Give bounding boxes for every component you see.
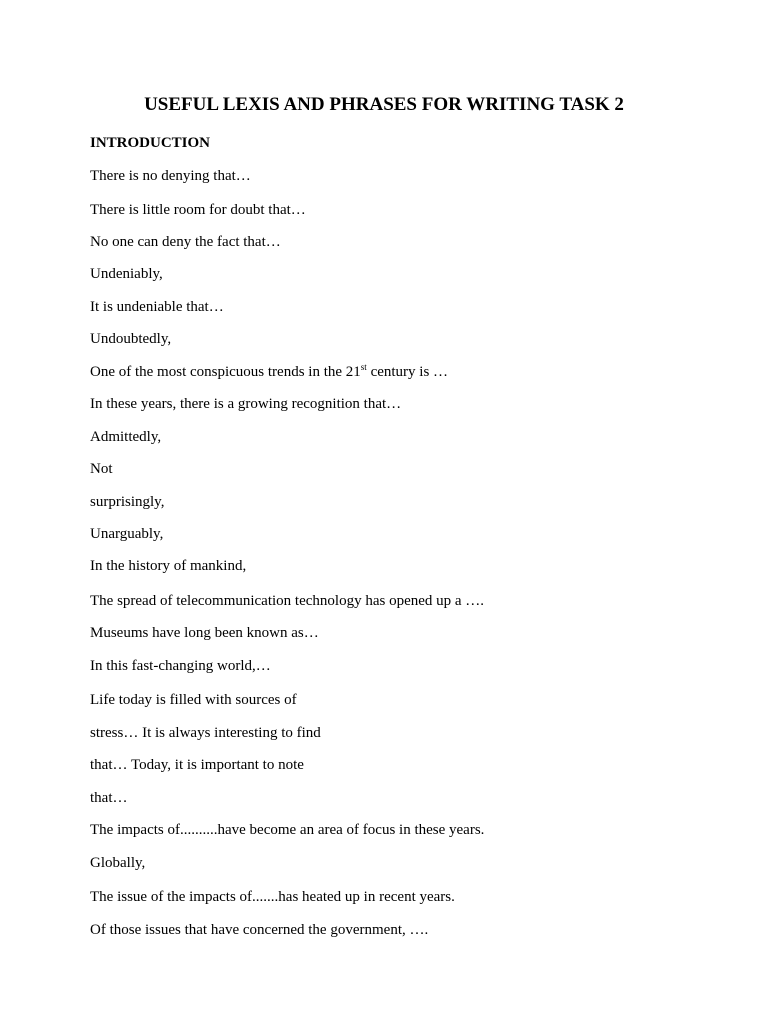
phrase-line: stress… It is always interesting to find bbox=[90, 725, 321, 741]
phrase-line: that… bbox=[90, 790, 128, 806]
phrase-suffix: century is … bbox=[366, 364, 449, 380]
phrase-line: Unarguably, bbox=[90, 526, 164, 542]
phrase-line: The spread of telecommunication technology has opened up a …. bbox=[90, 593, 485, 609]
phrase-line: Not bbox=[90, 461, 113, 477]
phrase-line: It is undeniable that… bbox=[90, 299, 224, 315]
phrase-line: Undoubtedly, bbox=[90, 331, 172, 347]
phrase-line: surprisingly, bbox=[90, 494, 165, 510]
phrase-line-21st-century bbox=[90, 362, 448, 382]
phrase-line: Life today is filled with sources of bbox=[90, 692, 297, 708]
phrase-line: Admittedly, bbox=[90, 429, 162, 445]
phrase-line: Globally, bbox=[90, 855, 146, 871]
page-title bbox=[0, 93, 768, 117]
phrase-line: No one can deny the fact that… bbox=[90, 234, 281, 250]
phrase-line: In these years, there is a growing recognition that… bbox=[90, 396, 402, 412]
phrase-line: In the history of mankind, bbox=[90, 558, 247, 574]
page-title-text: USEFUL LEXIS AND PHRASES FOR WRITING TASK 2 bbox=[144, 94, 624, 115]
phrase-line: There is little room for doubt that… bbox=[90, 202, 306, 218]
phrase-line: In this fast-changing world,… bbox=[90, 658, 271, 674]
section-heading-introduction: INTRODUCTION bbox=[90, 135, 211, 151]
phrase-line: Of those issues that have concerned the government, …. bbox=[90, 922, 429, 938]
phrase-line: Undeniably, bbox=[90, 266, 163, 282]
phrase-line: The impacts of..........have become an area of focus in these years. bbox=[90, 822, 485, 838]
phrase-line: There is no denying that… bbox=[90, 168, 251, 184]
superscript-st: st bbox=[360, 362, 367, 372]
phrase-line: The issue of the impacts of.......has heated up in recent years. bbox=[90, 889, 455, 905]
phrase-line: Museums have long been known as… bbox=[90, 625, 319, 641]
phrase-text: One of the most conspicuous trends in the 21 bbox=[90, 364, 361, 380]
phrase-line: that… Today, it is important to note bbox=[90, 757, 304, 773]
